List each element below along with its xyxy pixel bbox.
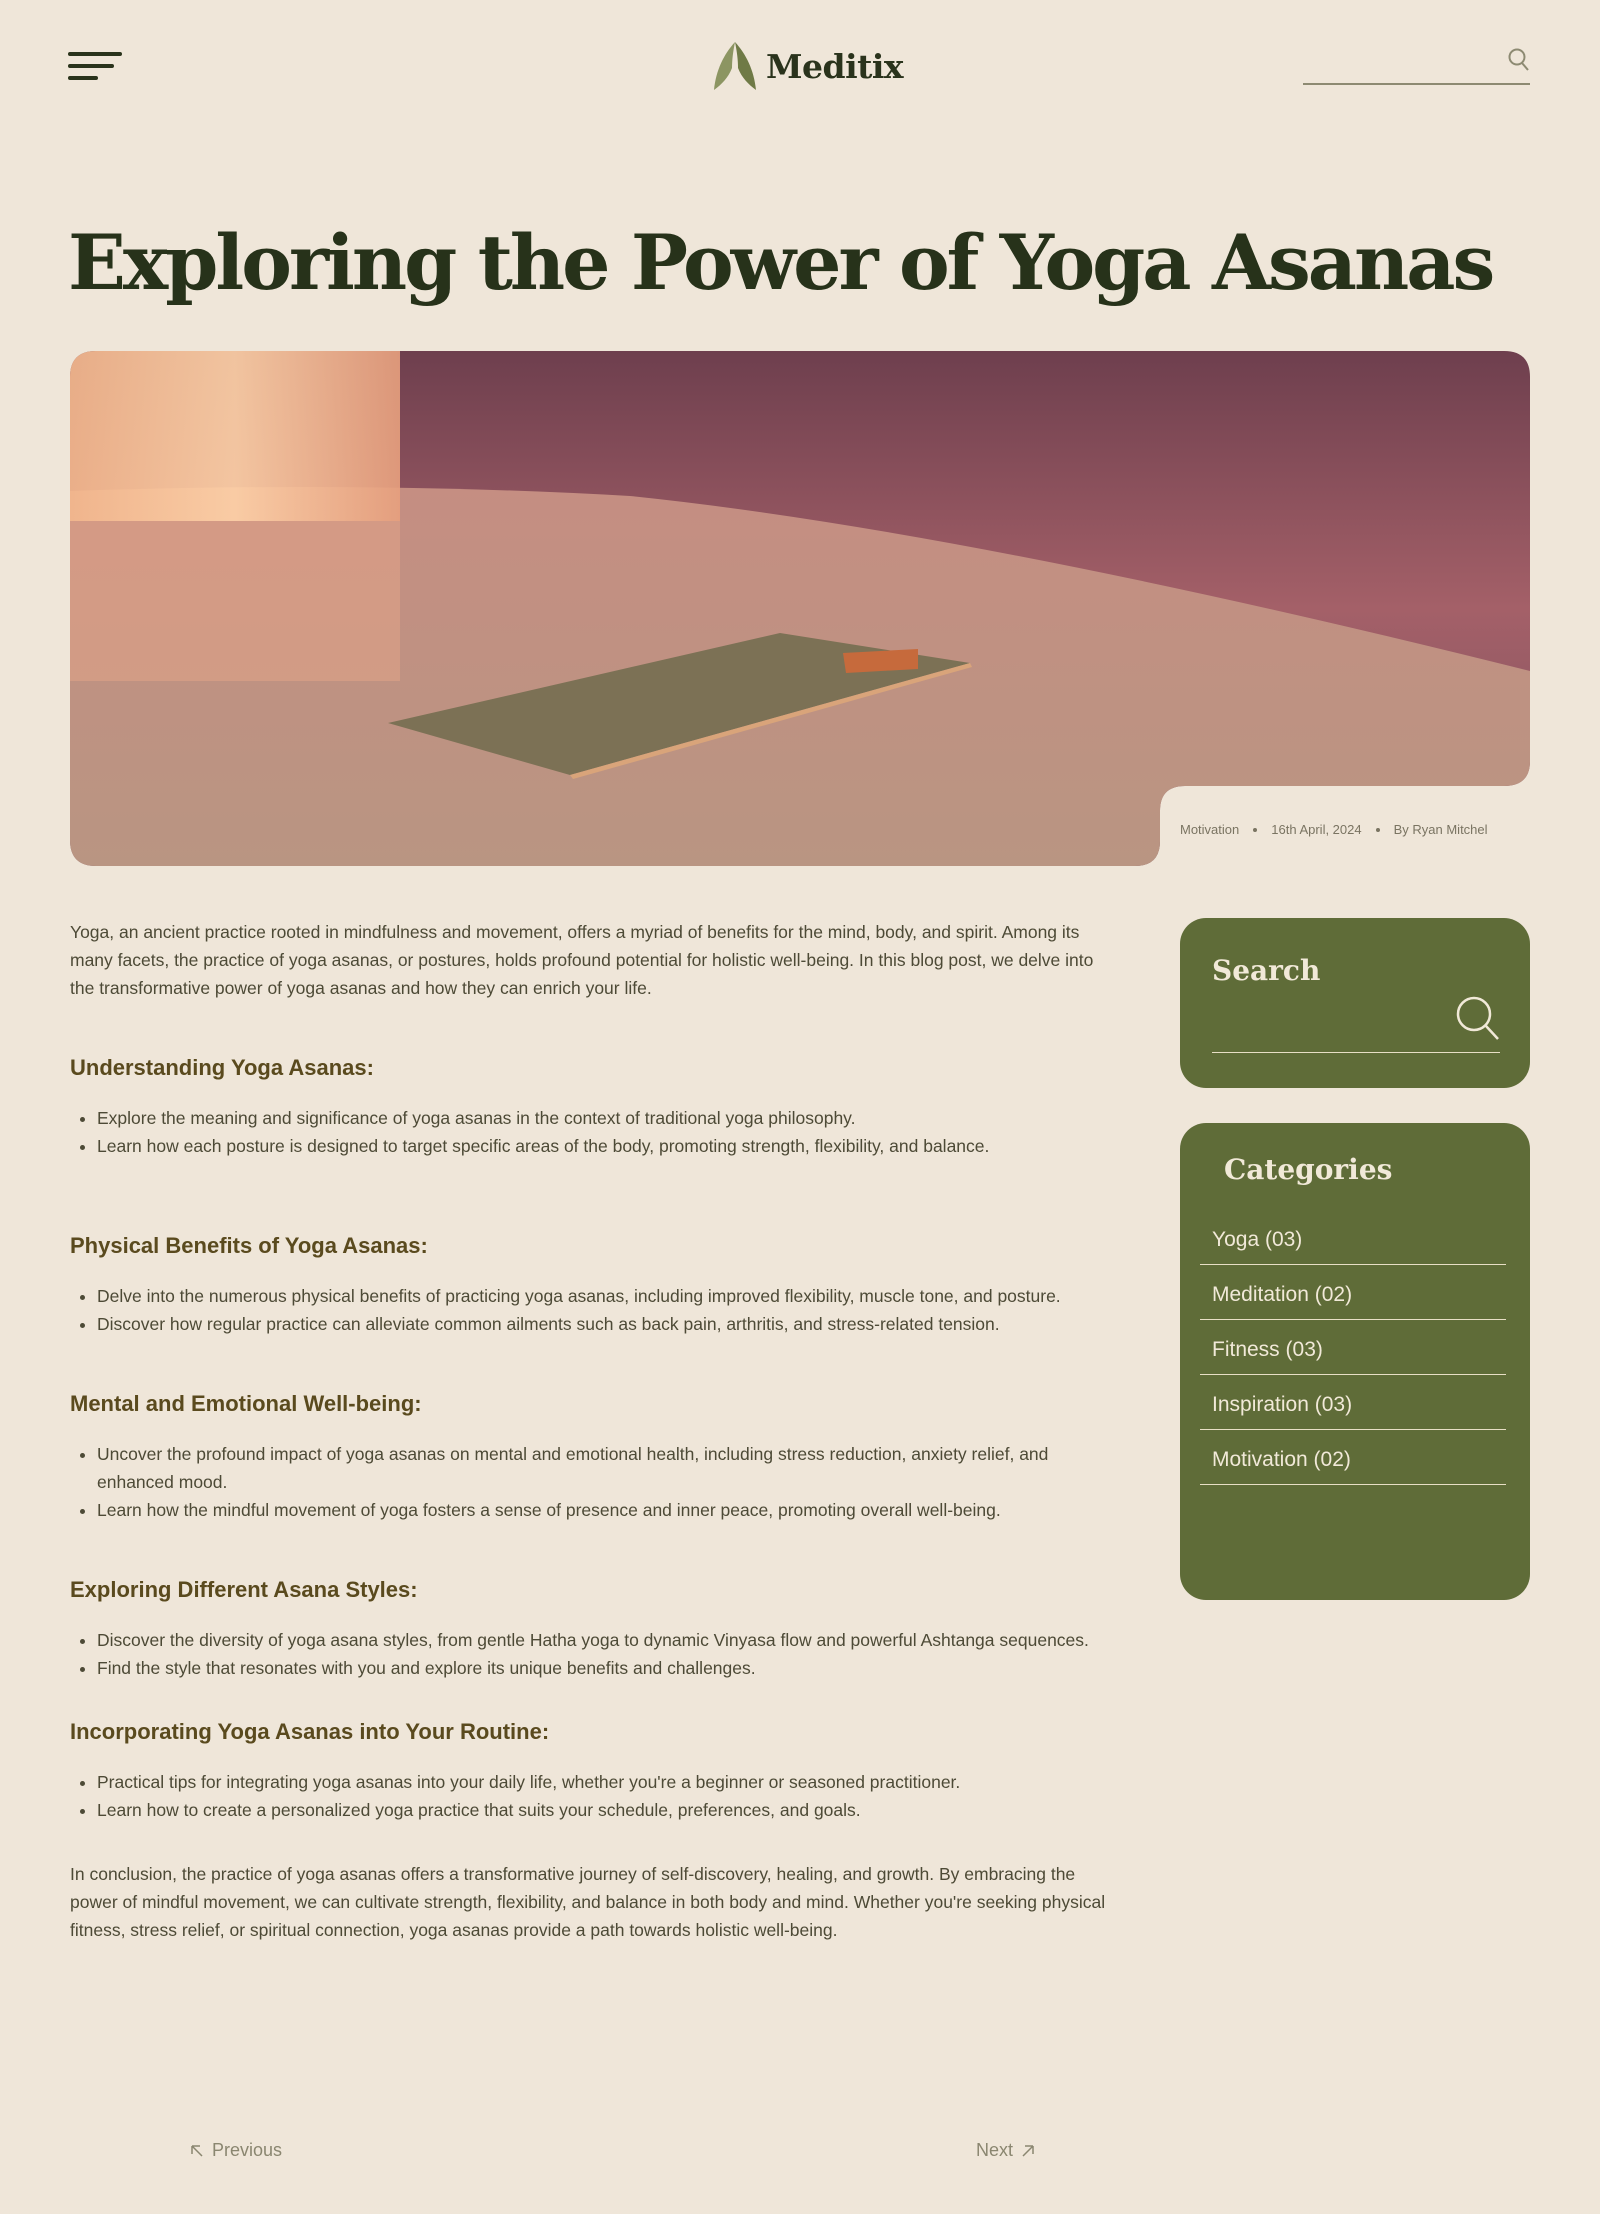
category-motivation[interactable]: Motivation (02) bbox=[1200, 1430, 1506, 1485]
section-heading: Exploring Different Asana Styles: bbox=[70, 1577, 418, 1602]
section-heading: Incorporating Yoga Asanas into Your Routine: bbox=[70, 1719, 550, 1744]
intro-paragraph: Yoga, an ancient practice rooted in mindfulness and movement, offers a myriad of benefits for the mind, body, and spirit. Among its many facets, the practice of yoga asanas, or postures, holds profound potential for holistic well-being. In this blog post, we delve into the transformative power of yoga asanas and how they can enrich your life. bbox=[70, 922, 1094, 998]
category-yoga[interactable]: Yoga (03) bbox=[1200, 1210, 1506, 1265]
praying-hands-icon bbox=[710, 40, 760, 92]
article-body bbox=[70, 918, 1110, 1944]
categories-title: Categories bbox=[1224, 1153, 1393, 1186]
previous-label: Previous bbox=[212, 2140, 283, 2160]
category-meditation[interactable]: Meditation (02) bbox=[1200, 1265, 1506, 1320]
menu-line bbox=[68, 52, 122, 56]
arrow-up-left-icon bbox=[190, 2144, 204, 2158]
hero-image bbox=[70, 351, 1530, 866]
next-label: Next bbox=[976, 2140, 1014, 2160]
menu-line bbox=[68, 64, 114, 68]
categories-widget bbox=[1180, 1123, 1530, 1600]
next-link[interactable] bbox=[976, 2140, 1035, 2161]
menu-button[interactable] bbox=[68, 52, 124, 82]
list-item: • Learn how to create a personalized yoga practice that suits your schedule, preferences, and goals. bbox=[97, 1796, 1110, 1824]
list-item: • Delve into the numerous physical benefits of practicing yoga asanas, including improved flexibility, muscle tone, and posture. bbox=[97, 1282, 1110, 1310]
list-item: • Uncover the profound impact of yoga asanas on mental and emotional health, including stress reduction, anxiety relief, and enhanced mood. bbox=[97, 1440, 1110, 1496]
list-item: • Find the style that resonates with you and explore its unique benefits and challenges. bbox=[97, 1654, 1110, 1682]
separator-dot bbox=[1253, 828, 1257, 832]
list-item: • Explore the meaning and significance of yoga asanas in the context of traditional yoga philosophy. bbox=[97, 1104, 1110, 1132]
conclusion-paragraph: In conclusion, the practice of yoga asanas offers a transformative journey of self-discovery, healing, and growth. By embracing the power of mindful movement, we can cultivate strength, flexibility, and balance in both body and mind. Whether you're seeking physical fitness, stress relief, or spiritual connection, yoga asanas provide a path towards holistic well-being. bbox=[70, 1864, 1106, 1940]
logo[interactable] bbox=[710, 40, 903, 92]
brand-name: Meditix bbox=[766, 46, 904, 86]
list-item: • Practical tips for integrating yoga asanas into your daily life, whether you're a beginner or seasoned practitioner. bbox=[97, 1768, 1110, 1796]
category-inspiration[interactable]: Inspiration (03) bbox=[1200, 1375, 1506, 1430]
list-item: • Discover the diversity of yoga asana styles, from gentle Hatha yoga to dynamic Vinyasa flow and powerful Ashtanga sequences. bbox=[97, 1626, 1110, 1654]
list-item: • Learn how the mindful movement of yoga fosters a sense of presence and inner peace, promoting overall well-being. bbox=[97, 1496, 1110, 1524]
post-meta bbox=[1180, 822, 1488, 837]
previous-link[interactable] bbox=[190, 2140, 282, 2161]
sidebar-search-input[interactable] bbox=[1212, 1052, 1500, 1053]
list-item: • Learn how each posture is designed to target specific areas of the body, promoting strength, flexibility, and balance. bbox=[97, 1132, 1110, 1160]
sidebar-search-widget bbox=[1180, 918, 1530, 1088]
header-search-input[interactable] bbox=[1303, 40, 1530, 85]
search-icon[interactable] bbox=[1456, 996, 1500, 1042]
arrow-up-right-icon bbox=[1021, 2144, 1035, 2158]
post-date: 16th April, 2024 bbox=[1271, 822, 1362, 837]
post-author: By Ryan Mitchel bbox=[1393, 822, 1488, 837]
page-title: Exploring the Power of Yoga Asanas bbox=[68, 218, 1493, 307]
search-widget-title: Search bbox=[1212, 954, 1321, 987]
section-heading: Understanding Yoga Asanas: bbox=[70, 1055, 374, 1080]
search-icon[interactable] bbox=[1508, 48, 1530, 72]
section-heading: Physical Benefits of Yoga Asanas: bbox=[70, 1233, 428, 1258]
list-item: • Discover how regular practice can alleviate common ailments such as back pain, arthritis, and stress-related tension. bbox=[97, 1310, 1110, 1338]
category-fitness[interactable]: Fitness (03) bbox=[1200, 1320, 1506, 1375]
post-category[interactable]: Motivation bbox=[1180, 822, 1240, 837]
section-heading: Mental and Emotional Well-being: bbox=[70, 1391, 422, 1416]
menu-line bbox=[68, 76, 98, 80]
separator-dot bbox=[1376, 828, 1380, 832]
